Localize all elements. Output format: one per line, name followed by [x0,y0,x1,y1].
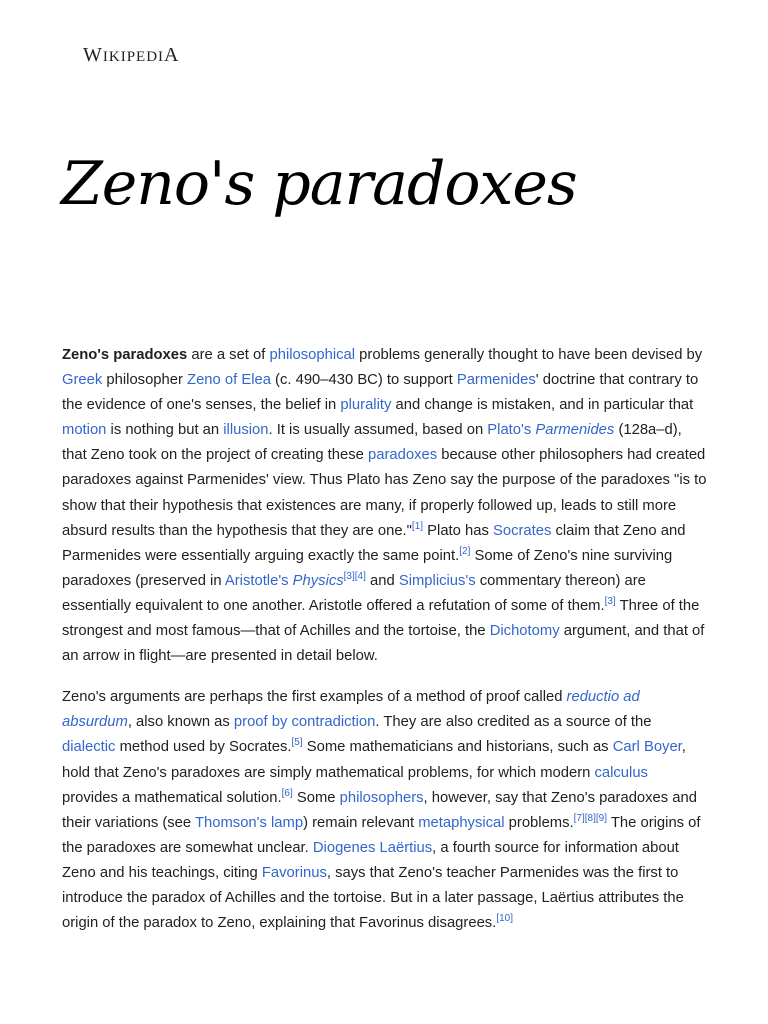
link-platos-parmenides[interactable] [487,422,614,438]
link-text-italic: reductio ad absurdum [62,689,640,731]
link-dichotomy[interactable]: Dichotomy [489,623,560,640]
text: claim that Zeno and Parmenides were essentially arguing exactly the same point. [62,522,686,564]
text: . It is usually assumed, based on [268,422,488,439]
citation[interactable] [496,913,513,924]
logo-letters-middle: IKIPEDI [102,49,165,65]
text: are a set of [187,347,270,363]
article-body [62,343,707,936]
link-socrates[interactable]: Socrates [492,522,552,539]
citation-link[interactable]: [3] [604,595,616,607]
citation-link[interactable]: [5] [291,737,303,749]
citation[interactable] [344,571,366,582]
text: Plato has [423,522,493,539]
link-zeno-of-elea[interactable]: Zeno of Elea [187,372,271,389]
page-title: Zeno's paradoxes [61,149,577,219]
link-philosophical[interactable]: philosophical [269,347,356,363]
logo-letter-w: W [83,44,103,66]
link-text-italic: Parmenides [535,422,615,439]
text: . They are also credited as a source of the [375,714,652,731]
link-favorinus[interactable]: Favorinus [261,864,327,881]
citation[interactable] [605,596,616,607]
text: commentary thereon) are essentially equivalent to one another. Aristotle offered a refutation of some of them. [62,572,646,614]
text: because other philosophers had created paradoxes against Parmenides' view. Thus Plato has Zeno say the purpose of the paradoxes "is to show that their hypothesis that existences are many, if properly followed up, leads to still more absurd results than the hypothesis that they are one." [62,447,707,539]
link-diogenes-laertius[interactable]: Diogenes Laërtius [312,839,433,856]
bold-term: Zeno's paradoxes [62,347,188,363]
text: , a fourth source for information about Zeno and his teachings, citing [62,839,679,881]
link-text: Aristotle's [224,572,293,589]
text: problems generally thought to have been devised by [355,347,703,363]
text: method used by Socrates. [115,739,292,756]
text: and change is mistaken, and in particular that [391,397,694,414]
citation-link[interactable]: [3] [343,570,355,582]
link-plurality[interactable]: plurality [340,397,392,414]
text: The origins of the paradoxes are somewhat unclear. [62,814,701,856]
text: Three of the strongest and most famous—that of Achilles and the tortoise, the [62,597,700,640]
text: and [365,572,399,589]
text: provides a mathematical solution. [62,789,282,806]
link-paradoxes[interactable]: paradoxes [368,447,438,464]
citation-link[interactable]: [7] [573,812,585,824]
text: philosopher [102,372,188,389]
text: , also known as [127,714,234,731]
link-carl-boyer[interactable]: Carl Boyer [612,739,682,756]
link-text-italic: Physics [292,572,344,589]
citation-link[interactable]: [10] [496,913,513,925]
wikipedia-logo[interactable] [83,44,180,67]
link-metaphysical[interactable]: metaphysical [418,814,505,831]
second-paragraph [62,685,707,936]
text: Some [292,789,340,806]
text: ) remain relevant [303,814,419,831]
text: Some of Zeno's nine surviving paradoxes (preserved in [62,547,673,589]
logo-letter-a: A [164,44,180,66]
link-simplicius[interactable]: Simplicius's [398,572,476,589]
text: Some mathematicians and historians, such as [302,739,613,756]
text: , hold that Zeno's paradoxes are simply mathematical problems, for which modern [62,739,686,781]
link-motion[interactable]: motion [62,422,107,439]
intro-paragraph [62,343,707,669]
link-dialectic[interactable]: dialectic [62,739,116,756]
text: Zeno's arguments are perhaps the first examples of a method of proof called [62,689,567,706]
link-aristotles-physics[interactable] [225,573,344,589]
text: is nothing but an [106,422,224,439]
link-thomsons-lamp[interactable]: Thomson's lamp [194,814,304,831]
text: (128a–d), that Zeno took on the project of creating these [62,422,682,464]
text: argument, and that of an arrow in flight—are presented in detail below. [62,623,705,665]
citation-link[interactable]: [4] [354,570,366,582]
text: , says that Zeno's teacher Parmenides was the first to introduce the paradox of Achilles and the tortoise. But in a later passage, Laërtius attributes the origin of the paradox to Zeno, explaining that Favorinus disagrees. [62,864,684,932]
citation-link[interactable]: [6] [281,787,293,799]
text: (c. 490–430 BC) to support [270,372,457,389]
text: ' doctrine that contrary to the evidence of one's senses, the belief in [62,372,699,414]
citation-link[interactable]: [8] [584,812,596,824]
link-greek[interactable]: Greek [62,372,103,389]
citation[interactable] [459,546,470,557]
link-proof-by-contradiction[interactable]: proof by contradiction [233,714,376,731]
citation-link[interactable]: [2] [459,545,471,557]
citation-link[interactable]: [1] [411,520,424,532]
link-calculus[interactable]: calculus [594,764,648,781]
link-parmenides[interactable]: Parmenides [456,372,536,389]
citation-link[interactable]: [9] [595,812,608,824]
link-philosophers[interactable]: philosophers [339,789,424,806]
citation[interactable] [292,737,303,748]
citation[interactable] [412,521,423,532]
citation[interactable] [574,813,607,824]
link-text: Plato's [487,422,536,439]
link-illusion[interactable]: illusion [223,422,269,439]
text: , however, say that Zeno's paradoxes and their variations (see [62,789,697,831]
text: problems. [504,814,574,831]
citation[interactable] [282,788,293,799]
